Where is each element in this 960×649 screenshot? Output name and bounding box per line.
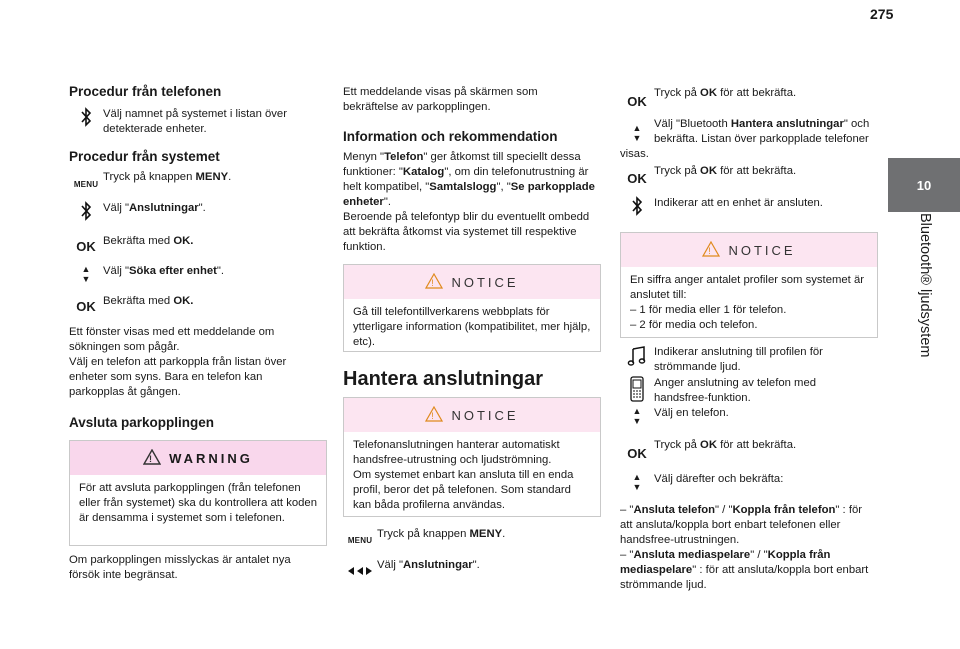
profile-handsfree: Anger anslutning av telefon med handsfree-funktion. xyxy=(620,376,875,406)
bluetooth-icon xyxy=(69,107,103,127)
notice-icon xyxy=(425,273,443,292)
step-system-2: Välj "Anslutningar". xyxy=(69,201,329,221)
notice-title: NOTICE xyxy=(451,274,519,290)
notice-title: NOTICE xyxy=(451,407,519,423)
ok-button-icon: OK xyxy=(627,171,647,186)
notice-body: En siffra anger antalet profiler som systemet är anslutet till: – 1 för media eller 1 för telefon. – 2 för media och telefon. xyxy=(630,274,864,331)
notice-title: NOTICE xyxy=(728,242,796,258)
confirm-phone-step: OK Tryck på OK för att bekräfta. xyxy=(627,439,797,461)
warning-body: För att avsluta parkopplingen (från telefonen eller från systemet) ska du kontrollera att koden är densamma i systemet som i telefonen. xyxy=(79,482,317,524)
heading-info: Information och rekommendation xyxy=(343,129,558,144)
up-down-arrows-icon: ▲ ▼ xyxy=(632,123,642,143)
option-phone: – "Ansluta telefon" / "Koppla från telefon" : för att ansluta/koppla bort enbart telefonen eller handsfree-utrustningen. xyxy=(620,504,863,546)
heading-procedure-system: Procedur från systemet xyxy=(69,149,220,164)
paragraph-search: Ett fönster visas med ett meddelande om sökningen som pågår. Välj en telefon att parkoppla från listan över enheter som syns. Bara en telefon kan parkopplas åt gången. xyxy=(69,326,287,398)
paragraph-info: Menyn "Telefon" ger åtkomst till speciellt dessa funktioner: "Katalog", om din telefonutrustning är helt kompatibel, "Samtalslogg", "Se parkopplade enheter". Beroende på telefontyp blir du eventuellt ombedd att bekräfta åtkomst via systemet till respektive funktion. xyxy=(343,151,595,253)
phone-icon xyxy=(620,376,654,402)
music-note-icon xyxy=(620,345,654,367)
ok-button-icon: OK xyxy=(627,446,647,461)
option-media: – "Ansluta mediaspelare" / "Koppla från mediaspelare" : för att ansluta/koppla bort enbart strömmande ljud. xyxy=(620,549,869,591)
notice-box-2 xyxy=(343,397,601,517)
left-right-arrows-icon xyxy=(343,558,377,576)
select-phone-step: ▲ ▼ Välj en telefon. xyxy=(620,406,875,426)
up-down-arrows-icon: ▲ ▼ xyxy=(632,406,642,426)
notice-icon xyxy=(425,406,443,425)
chapter-number: 10 xyxy=(916,177,932,193)
paragraph-confirm: Ett meddelande visas på skärmen som bekräftelse av parkopplingen. xyxy=(343,86,538,113)
chapter-title-vertical xyxy=(915,215,937,435)
bluetooth-icon xyxy=(620,196,654,216)
ok-button-icon: OK xyxy=(76,299,96,314)
notice-body: Telefonanslutningen hanterar automatiskt handsfree-utrustning och ljudströmning. Om systemet enbart kan ansluta till en enda profil, beror det på telefonen. Som standard kan båda profilerna användas. xyxy=(353,439,574,511)
manage-step-2: Välj "Anslutningar". xyxy=(343,558,598,576)
notice-box-3 xyxy=(620,232,878,338)
svg-text:!: ! xyxy=(431,277,438,288)
chapter-tab xyxy=(888,158,960,212)
up-down-arrows-icon: ▲ ▼ xyxy=(632,472,642,492)
step-phone-text: Välj namnet på systemet i listan över detekterade enheter. xyxy=(103,108,287,135)
step-system-4: ▲ ▼ Välj "Söka efter enhet". xyxy=(69,264,329,284)
step-system-1: MENU Tryck på knappen MENY. xyxy=(73,171,232,189)
notice-box-1 xyxy=(343,264,601,352)
svg-text:!: ! xyxy=(431,410,438,421)
connect-step-2: ▲ ▼ Välj "Bluetooth Hantera anslutningar" och bekräfta. Listan över parkopplade telefoner visas. xyxy=(620,118,870,160)
heading-manage-connections: Hantera anslutningar xyxy=(343,368,544,390)
menu-button-icon: MENU xyxy=(73,180,99,189)
notice-body: Gå till telefontillverkarens webbplats för ytterligare information (kompatibilitet, mer hjälp, etc). xyxy=(353,306,591,348)
paragraph-fail: Om parkopplingen misslyckas är antalet nya försök inte begränsat. xyxy=(69,554,291,581)
warning-icon xyxy=(143,449,161,468)
connect-step-1: OK Tryck på OK för att bekräfta. xyxy=(627,87,797,109)
ok-button-icon: OK xyxy=(76,239,96,254)
page-number: 275 xyxy=(870,6,894,22)
svg-text:!: ! xyxy=(149,453,156,464)
choose-option-step: ▲ ▼ Välj därefter och bekräfta: xyxy=(620,472,875,492)
heading-procedure-phone: Procedur från telefonen xyxy=(69,84,222,99)
notice-icon xyxy=(702,241,720,260)
step-system-3: OK Bekräfta med OK. xyxy=(76,235,194,254)
warning-box xyxy=(69,440,327,546)
connect-step-3: OK Tryck på OK för att bekräfta. xyxy=(627,165,797,186)
up-down-arrows-icon: ▲ ▼ xyxy=(81,264,91,284)
chapter-title: Bluetooth® ljudsystem xyxy=(917,213,933,358)
profile-audio: Indikerar anslutning till profilen för strömmande ljud. xyxy=(620,345,875,375)
ok-button-icon: OK xyxy=(627,94,647,109)
menu-button-icon: MENU xyxy=(347,536,373,545)
bluetooth-icon xyxy=(69,201,103,221)
heading-end-pairing: Avsluta parkopplingen xyxy=(69,415,215,430)
step-system-5: OK Bekräfta med OK. xyxy=(76,295,194,314)
step-phone xyxy=(69,107,329,137)
warning-title: WARNING xyxy=(169,450,253,466)
manage-step-1: MENU Tryck på knappen MENY. xyxy=(347,528,506,545)
connect-step-4: Indikerar att en enhet är ansluten. xyxy=(620,196,875,216)
svg-text:!: ! xyxy=(708,245,715,256)
